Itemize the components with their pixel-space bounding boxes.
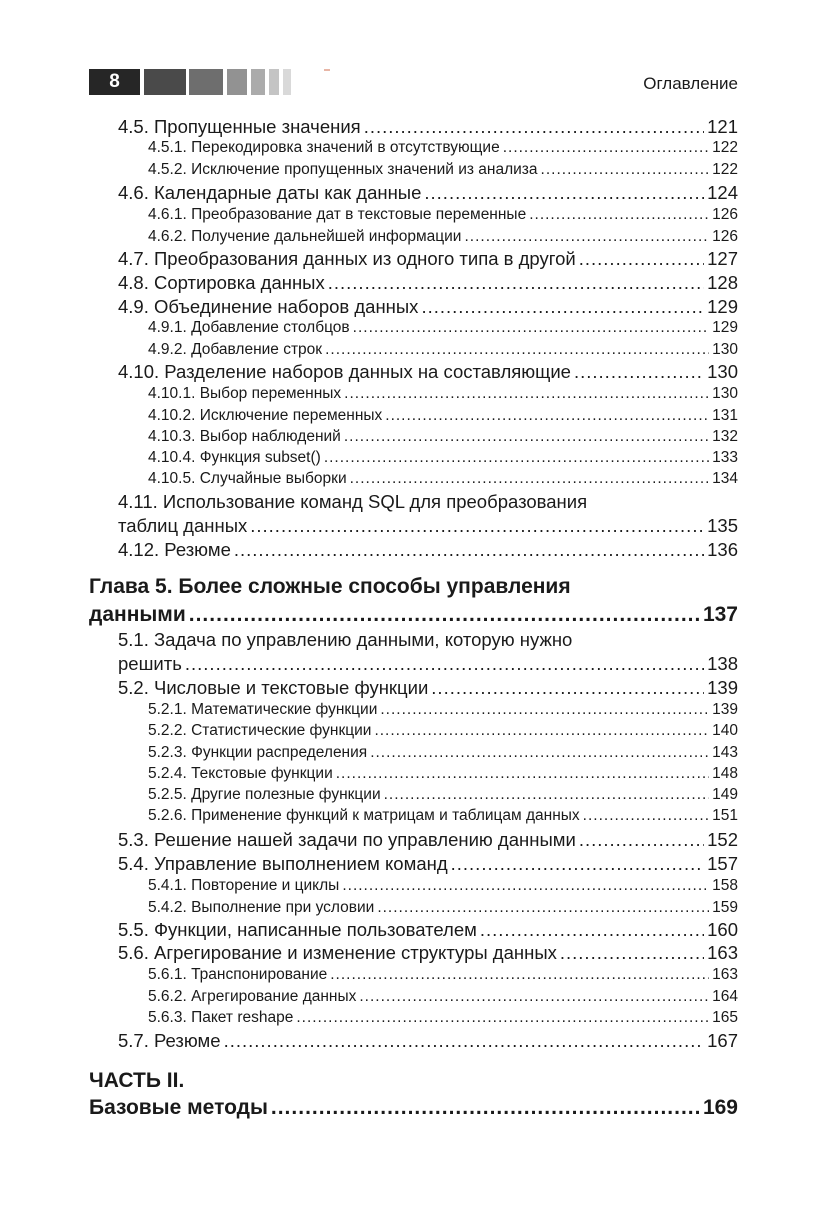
toc-subentry[interactable] — [148, 137, 738, 159]
toc-entry-title: 5.5. Функции, написанные пользователем — [118, 919, 477, 940]
toc-entry-page: 164 — [712, 988, 738, 1005]
toc-entry-page: 149 — [712, 786, 738, 803]
toc-entry[interactable] — [118, 852, 738, 876]
toc-subentry[interactable] — [148, 805, 738, 827]
toc-entry-page: 136 — [707, 539, 738, 560]
toc-entry-page: 126 — [712, 206, 738, 223]
toc-entry[interactable] — [118, 295, 738, 319]
leader-dots — [344, 426, 709, 448]
toc-entry-page: 139 — [712, 701, 738, 718]
toc-subentry[interactable] — [148, 447, 738, 469]
page-number: 8 — [89, 69, 140, 95]
toc-entry[interactable] — [118, 918, 738, 942]
toc-entry-title: 5.2.4. Текстовые функции — [148, 765, 333, 782]
toc-entry-title: 4.5.2. Исключение пропущенных значений из анализа — [148, 161, 538, 178]
toc-entry-title: 4.10.5. Случайные выборки — [148, 470, 347, 487]
toc-entry-page: 163 — [707, 942, 738, 963]
toc-entry-title: 5.6. Агрегирование и изменение структуры данных — [118, 942, 557, 963]
toc-part-entry[interactable] — [89, 1095, 738, 1121]
leader-dots — [189, 602, 700, 628]
leader-dots — [380, 699, 709, 721]
toc-entry-page: 167 — [707, 1030, 738, 1051]
toc-entry-page: 129 — [712, 319, 738, 336]
toc-entry-title: 5.6.3. Пакет reshape — [148, 1009, 294, 1026]
toc-entry-title: данными — [89, 603, 186, 626]
toc-entry-page: 138 — [707, 653, 738, 674]
toc-entry-page: 157 — [707, 853, 738, 874]
toc-subentry[interactable] — [148, 986, 738, 1008]
toc-entry-page: 128 — [707, 272, 738, 293]
leader-dots — [296, 1007, 709, 1029]
toc-entry-title: 5.6.2. Агрегирование данных — [148, 988, 357, 1005]
toc-entry-page: 129 — [707, 296, 738, 317]
toc-entry-title: Базовые методы — [89, 1096, 268, 1119]
leader-dots — [234, 538, 704, 562]
toc-entry-page: 124 — [707, 182, 738, 203]
leader-dots — [541, 159, 710, 181]
header-accent-mark — [324, 69, 330, 71]
toc-entry-title: 4.5. Пропущенные значения — [118, 116, 361, 137]
toc-subentry[interactable] — [148, 699, 738, 721]
running-title: Оглавление — [643, 74, 738, 93]
toc-subentry[interactable] — [148, 875, 738, 897]
toc-entry-title: 5.2.6. Применение функций к матрицам и таблицам данных — [148, 807, 580, 824]
toc-entry[interactable] — [118, 115, 738, 139]
toc-entry-page: 121 — [707, 116, 738, 137]
toc-entry-page: 130 — [707, 361, 738, 382]
leader-dots — [344, 383, 709, 405]
toc-entry-title: 4.6. Календарные даты как данные — [118, 182, 422, 203]
toc-subentry[interactable] — [148, 763, 738, 785]
toc-entry-page: 132 — [712, 428, 738, 445]
toc-entry[interactable] — [118, 828, 738, 852]
leader-dots — [451, 852, 705, 876]
toc-entry-title: 4.6.2. Получение дальнейшей информации — [148, 228, 462, 245]
toc-entry-title: 4.9.1. Добавление столбцов — [148, 319, 350, 336]
toc-entry-title: 4.10.2. Исключение переменных — [148, 407, 383, 424]
toc-subentry[interactable] — [148, 426, 738, 448]
toc-subentry[interactable] — [148, 339, 738, 361]
leader-dots — [574, 360, 704, 384]
toc-entry-page: 152 — [707, 829, 738, 850]
leader-dots — [374, 720, 709, 742]
leader-dots — [342, 875, 709, 897]
header-decor-block — [251, 69, 265, 95]
toc-entry[interactable] — [118, 652, 738, 676]
toc-entry-page: 126 — [712, 228, 738, 245]
toc-entry-page: 158 — [712, 877, 738, 894]
toc-entry-page: 130 — [712, 385, 738, 402]
leader-dots — [359, 986, 709, 1008]
toc-subentry[interactable] — [148, 405, 738, 427]
toc-subentry[interactable] — [148, 1007, 738, 1029]
toc-entry-title-line: 4.11. Использование команд SQL для преобразования — [118, 491, 588, 512]
toc-entry-title: 4.12. Резюме — [118, 539, 231, 560]
toc-entry-page: 143 — [712, 744, 738, 761]
toc-entry-title: 5.2.5. Другие полезные функции — [148, 786, 381, 803]
toc-subentry[interactable] — [148, 468, 738, 490]
part-title-line: ЧАСТЬ II. — [89, 1069, 185, 1092]
toc-entry-page: 151 — [712, 807, 738, 824]
leader-dots — [185, 652, 704, 676]
leader-dots — [583, 805, 709, 827]
toc-entry-title: 4.8. Сортировка данных — [118, 272, 325, 293]
toc-entry-title: 4.9. Объединение наборов данных — [118, 296, 419, 317]
toc-subentry[interactable] — [148, 742, 738, 764]
toc-entry-title: 4.5.1. Перекодировка значений в отсутствующие — [148, 139, 500, 156]
toc-entry-title: таблиц данных — [118, 515, 248, 536]
leader-dots — [377, 897, 709, 919]
toc-entry[interactable] — [118, 247, 738, 271]
toc-entry-page: 133 — [712, 449, 738, 466]
toc-entry-title: 5.2. Числовые и текстовые функции — [118, 677, 429, 698]
leader-dots — [431, 676, 704, 700]
leader-dots — [529, 204, 709, 226]
leader-dots — [370, 742, 709, 764]
toc-entry-title: 5.4.2. Выполнение при условии — [148, 899, 375, 916]
leader-dots — [424, 181, 704, 205]
leader-dots — [330, 964, 709, 986]
toc-entry-title: 5.3. Решение нашей задачи по управлению данными — [118, 829, 576, 850]
header-decor-block — [144, 69, 186, 95]
leader-dots — [250, 514, 704, 538]
toc-entry-page: 140 — [712, 722, 738, 739]
leader-dots — [336, 763, 709, 785]
toc-entry-page: 139 — [707, 677, 738, 698]
leader-dots — [421, 295, 704, 319]
toc-entry-title: 5.2.3. Функции распределения — [148, 744, 368, 761]
leader-dots — [579, 247, 704, 271]
toc-subentry[interactable] — [148, 720, 738, 742]
toc-entry-title: 4.10.1. Выбор переменных — [148, 385, 342, 402]
toc-entry-page: 122 — [712, 161, 738, 178]
toc-subentry[interactable] — [148, 383, 738, 405]
toc-entry[interactable] — [118, 941, 738, 965]
leader-dots — [350, 468, 710, 490]
toc-entry[interactable] — [118, 538, 738, 562]
toc-entry-page: 130 — [712, 341, 738, 358]
leader-dots — [480, 918, 704, 942]
toc-entry[interactable] — [118, 271, 738, 295]
leader-dots — [328, 271, 704, 295]
toc-entry-title: решить — [118, 653, 182, 674]
toc-entry-title: 5.4. Управление выполнением команд — [118, 853, 448, 874]
leader-dots — [560, 941, 704, 965]
toc-entry-title: 5.7. Резюме — [118, 1030, 221, 1051]
header-decor-block — [269, 69, 279, 95]
toc-entry-title: 4.7. Преобразования данных из одного типа в другой — [118, 248, 576, 269]
toc-entry-page: 159 — [712, 899, 738, 916]
toc-entry-page: 127 — [707, 248, 738, 269]
leader-dots — [353, 317, 709, 339]
toc-entry[interactable] — [118, 1029, 738, 1053]
toc-entry-page: 163 — [712, 966, 738, 983]
toc-entry-page: 148 — [712, 765, 738, 782]
toc-subentry[interactable] — [148, 317, 738, 339]
toc-entry-title: 4.10.3. Выбор наблюдений — [148, 428, 341, 445]
toc-entry-page: 131 — [712, 407, 738, 424]
leader-dots — [385, 405, 709, 427]
toc-entry[interactable] — [118, 676, 738, 700]
toc-entry-page: 169 — [702, 1096, 738, 1119]
toc-subentry[interactable] — [148, 784, 738, 806]
header-decor-block — [227, 69, 247, 95]
toc-entry-title: 4.10.4. Функция subset() — [148, 449, 321, 466]
leader-dots — [271, 1095, 700, 1121]
header-decor-block — [189, 69, 223, 95]
toc-entry-title: 5.2.2. Статистические функции — [148, 722, 372, 739]
header-decor-block — [283, 69, 291, 95]
toc-entry-page: 134 — [712, 470, 738, 487]
leader-dots — [503, 137, 709, 159]
toc-entry[interactable] — [118, 181, 738, 205]
toc-entry-title: 4.10. Разделение наборов данных на составляющие — [118, 361, 571, 382]
leader-dots — [364, 115, 704, 139]
toc-subentry[interactable] — [148, 964, 738, 986]
toc-subentry[interactable] — [148, 204, 738, 226]
leader-dots — [579, 828, 704, 852]
toc-entry-title: 5.4.1. Повторение и циклы — [148, 877, 340, 894]
toc-entry-title: 4.9.2. Добавление строк — [148, 341, 323, 358]
toc-entry-page: 135 — [707, 515, 738, 536]
leader-dots — [384, 784, 710, 806]
toc-chapter-entry[interactable] — [89, 602, 738, 628]
toc-entry[interactable] — [118, 514, 738, 538]
leader-dots — [325, 339, 709, 361]
toc-entry-title: 5.6.1. Транспонирование — [148, 966, 328, 983]
chapter-title-line: Глава 5. Более сложные способы управления — [89, 575, 571, 598]
leader-dots — [324, 447, 709, 469]
leader-dots — [464, 226, 709, 248]
toc-entry-page: 122 — [712, 139, 738, 156]
toc-entry-page: 137 — [702, 603, 738, 626]
leader-dots — [224, 1029, 705, 1053]
page-header — [0, 0, 827, 110]
toc-entry-title-line: 5.1. Задача по управлению данными, которую нужно — [118, 629, 573, 650]
toc-entry[interactable] — [118, 360, 738, 384]
toc-entry-page: 160 — [707, 919, 738, 940]
toc-subentry[interactable] — [148, 897, 738, 919]
toc-entry-title: 4.6.1. Преобразование дат в текстовые переменные — [148, 206, 527, 223]
toc-subentry[interactable] — [148, 226, 738, 248]
toc-subentry[interactable] — [148, 159, 738, 181]
toc-entry-page: 165 — [712, 1009, 738, 1026]
toc-entry-title: 5.2.1. Математические функции — [148, 701, 378, 718]
